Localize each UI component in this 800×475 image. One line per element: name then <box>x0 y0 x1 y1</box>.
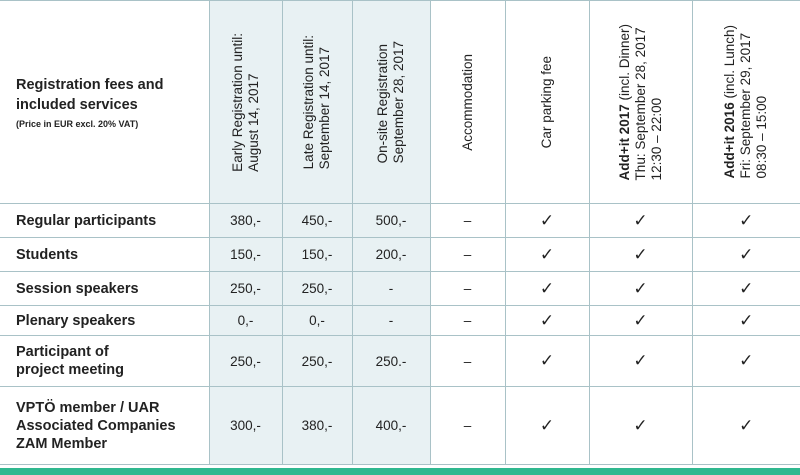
check-icon: ✓ <box>539 244 555 264</box>
additit-2016-included <box>692 387 800 465</box>
row-label: Regular participants <box>0 204 209 238</box>
onsite-fee-cell: 200,- <box>352 238 430 272</box>
check-icon: ✓ <box>633 278 648 298</box>
additit-2016-included <box>692 272 800 306</box>
row-label: Session speakers <box>0 272 209 306</box>
additit-2017-included <box>589 204 692 238</box>
accommodation-cell: – <box>430 387 505 465</box>
table-row <box>0 336 800 387</box>
corner-header <box>0 1 209 204</box>
additit-2017-included <box>589 336 692 387</box>
check-icon: ✓ <box>739 415 754 435</box>
col-header-additit-2017: Add+it 2017 (incl. Dinner) Thu: September 28, 2017 12:30 – 22:00 <box>589 1 692 204</box>
check-icon: ✓ <box>739 278 754 298</box>
col-header-accommodation: Accommodation <box>430 1 505 204</box>
header-row <box>0 1 800 204</box>
onsite-fee-cell: - <box>352 272 430 306</box>
check-icon: ✓ <box>539 351 555 370</box>
late-fee-cell: 0,- <box>282 306 352 336</box>
accommodation-cell: – <box>430 272 505 306</box>
check-icon: ✓ <box>539 278 555 298</box>
early-fee-cell: 300,- <box>209 387 282 465</box>
late-fee-cell: 150,- <box>282 238 352 272</box>
check-icon: ✓ <box>539 210 555 230</box>
col-header-parking: Car parking fee <box>505 1 589 204</box>
additit-2016-included <box>692 306 800 336</box>
late-fee-cell: 450,- <box>282 204 352 238</box>
check-icon: ✓ <box>739 210 754 230</box>
early-fee-cell: 150,- <box>209 238 282 272</box>
check-icon: ✓ <box>539 310 555 330</box>
additit-2016-included <box>692 336 800 387</box>
row-label: Students <box>0 238 209 272</box>
late-fee-cell: 380,- <box>282 387 352 465</box>
bottom-accent-bar <box>0 468 800 475</box>
parking-included <box>505 306 589 336</box>
table-row <box>0 238 800 272</box>
table-row <box>0 204 800 238</box>
check-icon: ✓ <box>739 244 754 264</box>
col-header-additit-2016: Add+it 2016 (incl. Lunch) Fri: September 29, 2017 08:30 – 15:00 <box>692 1 800 204</box>
additit-2017-included <box>589 387 692 465</box>
check-icon: ✓ <box>633 210 648 230</box>
parking-included <box>505 272 589 306</box>
col-header-late: Late Registration until: September 14, 2017 <box>282 1 352 204</box>
early-fee-cell: 250,- <box>209 336 282 387</box>
row-label: Participant of project meeting <box>0 336 209 387</box>
check-icon: ✓ <box>539 415 555 435</box>
additit-2017-included <box>589 306 692 336</box>
check-icon: ✓ <box>739 310 754 330</box>
table-row <box>0 272 800 306</box>
parking-included <box>505 204 589 238</box>
early-fee-cell: 250,- <box>209 272 282 306</box>
col-header-onsite: On-site Registration September 28, 2017 <box>352 1 430 204</box>
table-title: Registration fees and included services <box>16 77 164 113</box>
parking-included <box>505 238 589 272</box>
additit-2017-included <box>589 238 692 272</box>
check-icon: ✓ <box>739 351 754 370</box>
additit-2016-included <box>692 204 800 238</box>
table-row <box>0 387 800 465</box>
parking-included <box>505 336 589 387</box>
onsite-fee-cell: - <box>352 306 430 336</box>
row-label: VPTÖ member / UAR Associated Companies ZAM Member <box>0 387 209 465</box>
additit-2016-included <box>692 238 800 272</box>
col-header-early: Early Registration until: August 14, 2017 <box>209 1 282 204</box>
check-icon: ✓ <box>633 244 648 264</box>
check-icon: ✓ <box>633 351 648 370</box>
early-fee-cell: 380,- <box>209 204 282 238</box>
early-fee-cell: 0,- <box>209 306 282 336</box>
accommodation-cell: – <box>430 204 505 238</box>
accommodation-cell: – <box>430 238 505 272</box>
table-row <box>0 306 800 336</box>
onsite-fee-cell: 250.- <box>352 336 430 387</box>
check-icon: ✓ <box>633 415 648 435</box>
row-label: Plenary speakers <box>0 306 209 336</box>
late-fee-cell: 250,- <box>282 336 352 387</box>
parking-included <box>505 387 589 465</box>
onsite-fee-cell: 500,- <box>352 204 430 238</box>
accommodation-cell: – <box>430 306 505 336</box>
additit-2017-included <box>589 272 692 306</box>
onsite-fee-cell: 400,- <box>352 387 430 465</box>
price-note: (Price in EUR excl. 20% VAT) <box>16 119 139 129</box>
late-fee-cell: 250,- <box>282 272 352 306</box>
check-icon: ✓ <box>633 310 648 330</box>
accommodation-cell: – <box>430 336 505 387</box>
